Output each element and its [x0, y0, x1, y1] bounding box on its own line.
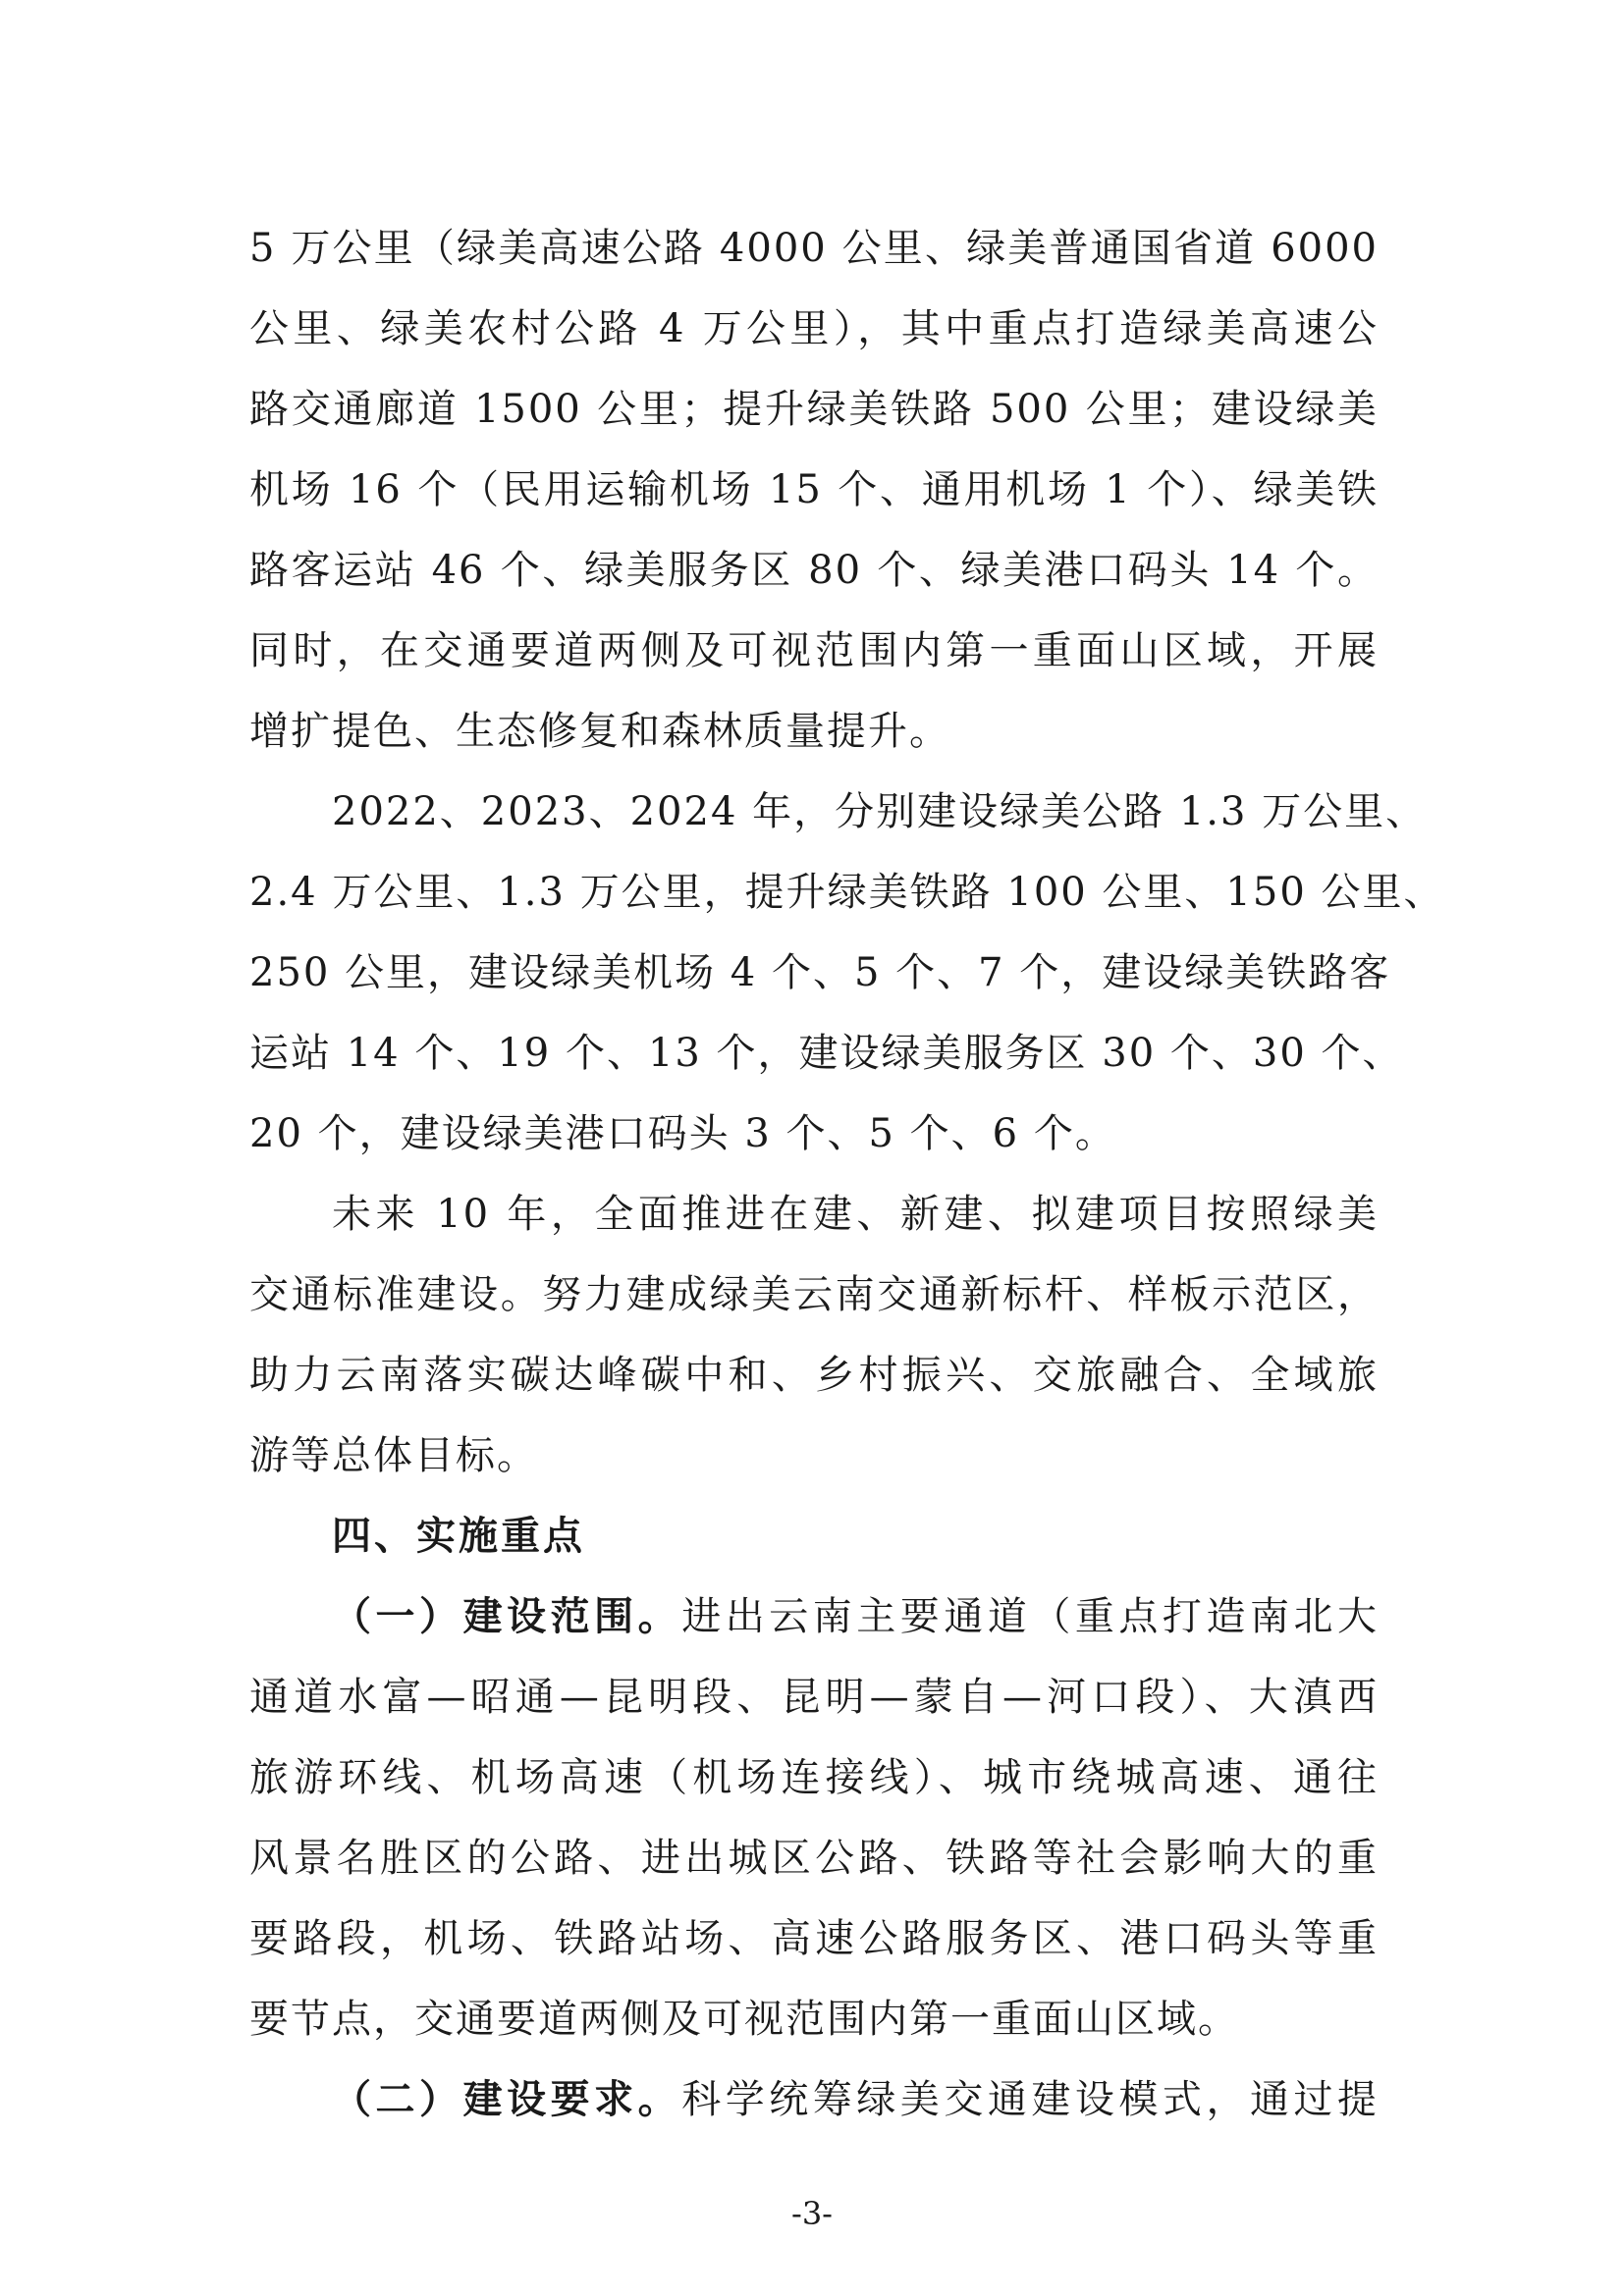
document-body	[249, 208, 1445, 2140]
text-line: 路交通廊道 1500 公里；提升绿美铁路 500 公里；建设绿美	[249, 387, 1379, 432]
text-line: 2.4 万公里、1.3 万公里，提升绿美铁路 100 公里、150 公里、	[249, 870, 1445, 915]
section-heading: 四、实施重点	[332, 1514, 585, 1559]
text-line: 20 个，建设绿美港口码头 3 个、5 个、6 个。	[249, 1111, 1116, 1156]
text-line: 公里、绿美农村公路 4 万公里），其中重点打造绿美高速公	[249, 306, 1379, 351]
paragraph	[249, 2059, 1379, 2140]
text-line: 旅游环线、机场高速（机场连接线）、城市绕城高速、通往	[249, 1755, 1379, 1800]
text-line: 要路段，机场、铁路站场、高速公路服务区、港口码头等重	[249, 1916, 1379, 1961]
text-line	[249, 2059, 1379, 2140]
text-line: 助力云南落实碳达峰碳中和、乡村振兴、交旅融合、全域旅	[249, 1353, 1379, 1398]
text-line: 250 公里，建设绿美机场 4 个、5 个、7 个，建设绿美铁路客	[249, 950, 1391, 995]
page-number: -3-	[791, 2195, 833, 2232]
text-line: 机场 16 个（民用运输机场 15 个、通用机场 1 个）、绿美铁	[249, 467, 1379, 512]
text-line: 要节点，交通要道两侧及可视范围内第一重面山区域。	[249, 1997, 1239, 2042]
text-line: 5 万公里（绿美高速公路 4000 公里、绿美普通国省道 6000	[249, 226, 1379, 271]
subsection-lead: （一）建设范围。	[332, 1594, 682, 1639]
text-run: 科学统筹绿美交通建设模式，通过提	[681, 2077, 1380, 2122]
subsection-lead: （二）建设要求。	[332, 2077, 682, 2122]
paragraph	[249, 1576, 1379, 2059]
text-line: 增扩提色、生态修复和森林质量提升。	[249, 709, 950, 754]
text-line: 风景名胜区的公路、进出城区公路、铁路等社会影响大的重	[249, 1836, 1379, 1881]
paragraph	[249, 1174, 1379, 1496]
text-line: 同时，在交通要道两侧及可视范围内第一重面山区域，开展	[249, 628, 1379, 673]
text-line: 运站 14 个、19 个、13 个，建设绿美服务区 30 个、30 个、	[249, 1031, 1404, 1076]
text-line: 2022、2023、2024 年，分别建设绿美公路 1.3 万公里、	[332, 789, 1428, 834]
text-line	[249, 1576, 1379, 1657]
text-line: 游等总体目标。	[249, 1433, 538, 1478]
text-run: 进出云南主要通道（重点打造南北大	[681, 1594, 1380, 1639]
paragraph	[249, 772, 1445, 1174]
paragraph	[249, 208, 1379, 772]
text-line: 路客运站 46 个、绿美服务区 80 个、绿美港口码头 14 个。	[249, 548, 1379, 593]
text-line: 未来 10 年，全面推进在建、新建、拟建项目按照绿美	[332, 1192, 1379, 1237]
text-line: 通道水富—昭通—昆明段、昆明—蒙自—河口段）、大滇西	[249, 1675, 1379, 1720]
text-line: 交通标准建设。努力建成绿美云南交通新标杆、样板示范区，	[249, 1272, 1379, 1317]
